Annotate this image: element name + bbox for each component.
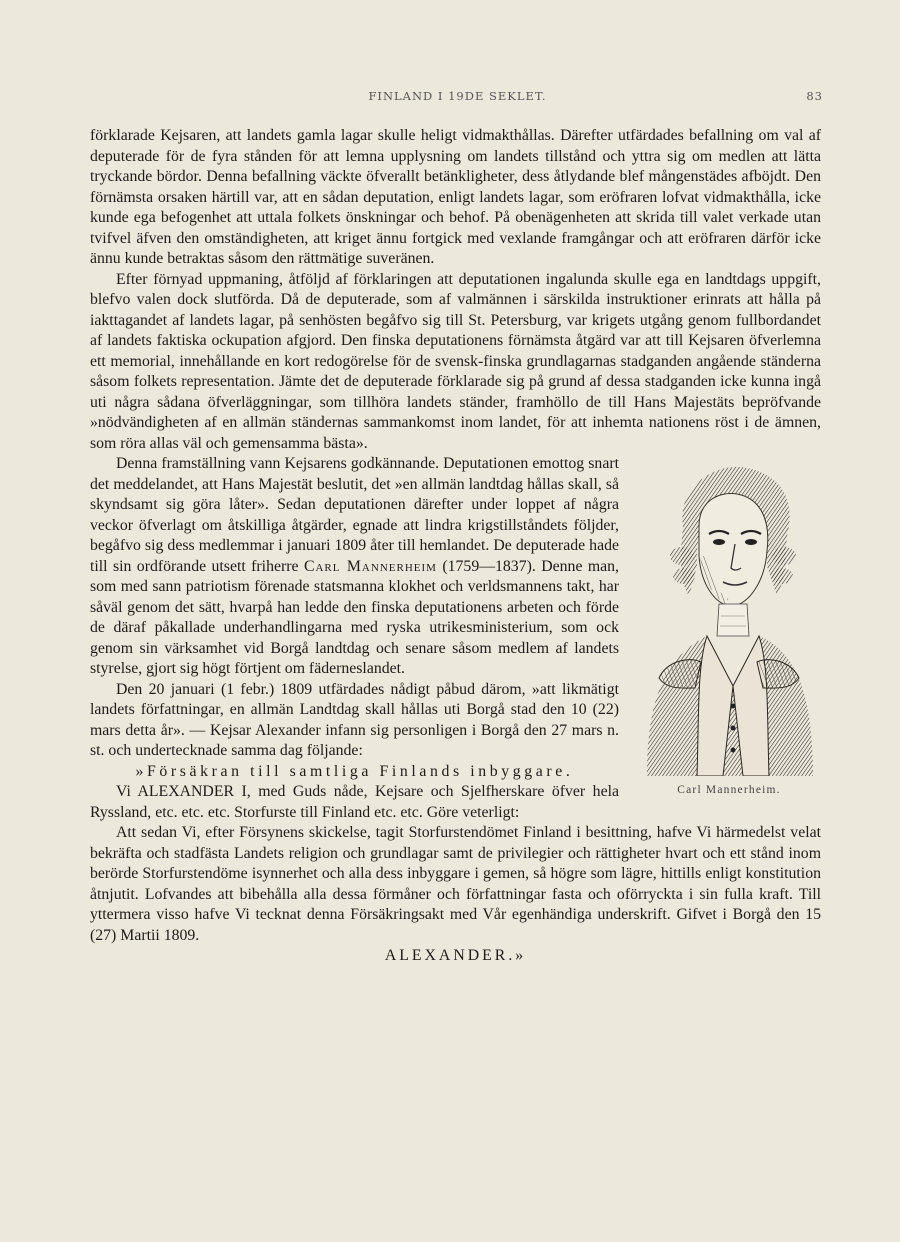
paragraph-4: Den 20 januari (1 febr.) 1809 utfärdades nådigt påbud därom, »att likmätigt landets författningar, en allmän Landtdag skall hållas uti Borgå stad den 10 (22) mars detta år». — Kejsar Alexander infann sig personligen i Borgå den 27 mars n. st. och undertecknade samma dag följande: (90, 680, 619, 759)
person-name-mannerheim: Carl Mannerheim (303, 557, 437, 575)
page-number: 83 (806, 89, 823, 103)
portrait-caption: Carl Mannerheim. (677, 784, 781, 796)
portrait-engraving-icon (637, 456, 821, 776)
paragraph-1: förklarade Kejsaren, att landets gamla lagar skulle heligt vidmakthållas. Därefter utfärdades befallning om val af deputerade för de fyra stånden för att lemna upplysning om landets tillstånd och yttra sig om medlen att lätta tryckande bördor. Denna befallning väckte öfverallt betänkligheter, dess åtlydande blef mångenstädes afböjdt. Den förnämsta orsaken härtill var, att en sådan deputation, enligt landets lagar, som eröfraren lofvat vidmakthålla, icke kunde ega befogenhet att uttala folkets önskningar och behof. På obenägenheten att skrida till valet verkade utan tvifvel äfven den omständigheten, att kriget ännu fortgick med vexlande framgångar och att eröfraren därför icke ännu kunde betraktas såsom den rättmätige suveränen. (90, 127, 821, 267)
paragraph-3-before: Denna framställning vann Kejsarens godkännande. Deputationen emottog snart det meddelandet, att Hans Majestät beslutit, det »en allmän landtdag hållas skall, så skyndsamt sig göra låter». Sedan deputationen därefter under loppet af några veckor öfverlagt om åtskilliga åtgärder, egnade att lindra krigstillståndets följder, begåfvo sig dess medlemmar i januari 1809 åter till hemlandet. De deputerade hade till sin ordförande utsett friherre (90, 455, 619, 575)
signature: ALEXANDER.» (384, 947, 527, 964)
portrait-figure (637, 456, 821, 808)
paragraph-3-after: (1759—1837). Denne man, som med sann patriotism förenade statsmanna klokhet och verldsmannens takt, har såväl genom det sätt, hvarpå han ledde den finska deputationens arbeten och förde de däraf påkallade underhandlingarna med ryska utrikesministerium, som ock genom sin värksamhet vid Borgå landtdag och senare såsom medlem af landets styrelse, gjort sig högt förtjent om fäderneslandet. (90, 557, 620, 677)
running-header (90, 89, 825, 107)
paragraph-5-vi: Vi (116, 783, 131, 800)
running-title: FINLAND I 19DE SEKLET. (368, 89, 547, 103)
body-text (90, 126, 821, 967)
emperor-name: ALEXANDER (137, 783, 235, 800)
paragraph-6: Att sedan Vi, efter Försynens skickelse, tagit Storfurstendömet Finland i besittning, hafve Vi härmedelst velat bekräfta och stadfästa Landets religion och grundlagar samt de privilegier och rättigheter hvart och ett stånd inom berörde Storfurstendöme isynnerhet och alla dess inbyggare i gemen, så högre som lägre, hittills enligt konstitution åtnjutit. Lofvandes att bibehålla alla dessa förmåner och författningar fasta och oförryckta i sin fulla kraft. Till yttermera visso hafve Vi tecknat denna Försäkringsakt med Vår egenhändiga underskrift. Gifvet i Borgå den 15 (27) Martii 1809. (90, 824, 821, 944)
paragraph-2: Efter förnyad uppmaning, åtföljd af förklaringen att deputationen ingalunda skulle ega en landtdags uppgift, blefvo valen dock slutförda. Då de deputerade, som af valmännen i särskilda instruktioner erinrats att hålla på iakttagandet af landets lagar, på senhösten begåfvo sig till St. Petersburg, var krigets utgång genom fullbordandet af landets faktiska ockupation afgjord. Den finska deputationens förnämsta åtgärd var att till Kejsaren öfverlemna ett memorial, innehållande en kort redogörelse för de svensk-finska grundlagarnas stadganden angående ständerna såsom folkets representation. Jämte det de deputerade förklarade sig på grund af dessa stadganden icke kunna ingå uti några sådana öfverläggningar, som tillhöra landets ständer, framhöllo de till Hans Majestäts bepröfvande »nödvändigheten af en allmän ständernas sammankomst inom landet, för att inhemta nationens röst i de ämnen, som röra allas väl och gemensamma bästa». (90, 270, 821, 452)
proclamation-heading: »Försäkran till samtliga Finlands inbyggare. (135, 762, 574, 780)
paragraph-5-rest: I, med Guds nåde, Kejsare och Sjelfherskare öfver hela Ryssland, etc. etc. etc. Storfurste till Finland etc. etc. Göre veterligt: (90, 783, 619, 821)
